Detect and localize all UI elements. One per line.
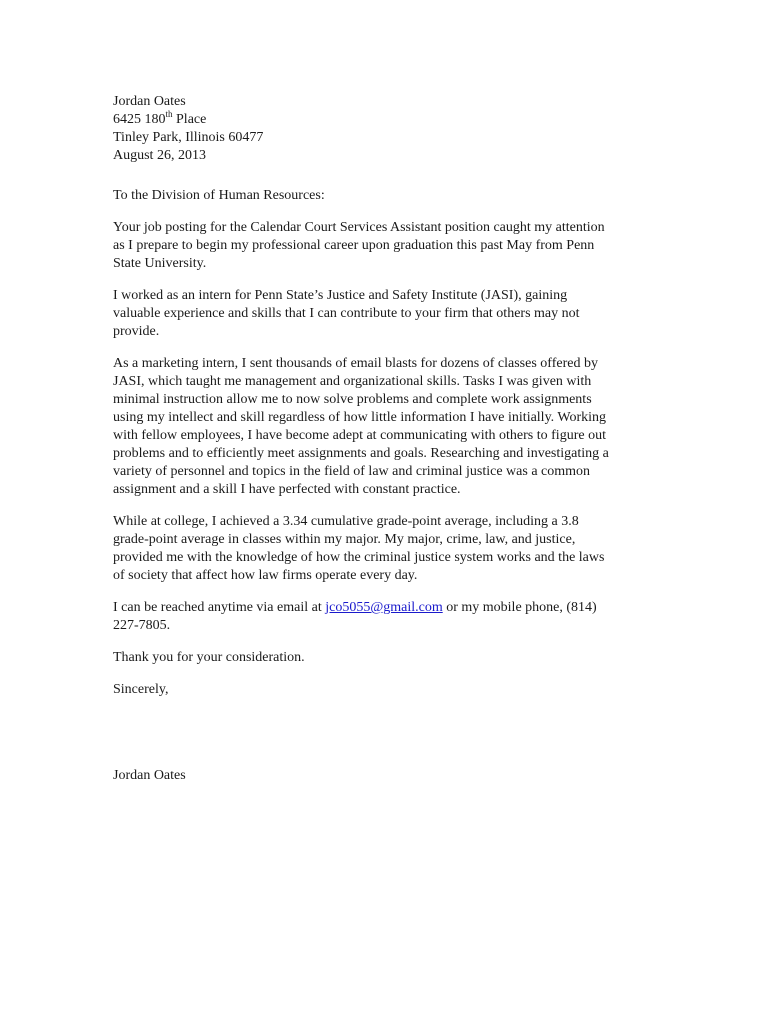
paragraph-line: While at college, I achieved a 3.34 cumulative grade-point average, including a 3.8 (113, 514, 579, 529)
paragraph-line: provide. (113, 324, 160, 339)
paragraph-intro (113, 219, 649, 273)
street-ordinal-suffix: th (165, 109, 173, 119)
signature-name: Jordan Oates (113, 768, 186, 783)
paragraph-marketing-experience (113, 355, 649, 499)
paragraph-line: JASI, which taught me management and organizational skills. Tasks I was given with (113, 374, 592, 389)
paragraph-academics (113, 513, 649, 585)
contact-line (113, 599, 649, 617)
paragraph-line: as I prepare to begin my professional career upon graduation this past May from Penn (113, 238, 595, 253)
paragraph-line: with fellow employees, I have become adept at communicating with others to figure out (113, 428, 606, 443)
paragraph-line: problems and to efficiently meet assignments and goals. Researching and investigating a (113, 446, 609, 461)
signoff: Sincerely, (113, 682, 169, 697)
sender-address-block (113, 93, 649, 165)
paragraph-line: provided me with the knowledge of how the criminal justice system works and the laws (113, 550, 605, 565)
paragraph-line: assignment and a skill I have perfected with constant practice. (113, 482, 461, 497)
paragraph-line: As a marketing intern, I sent thousands of email blasts for dozens of classes offered by (113, 356, 598, 371)
paragraph-line: of society that affect how law firms operate every day. (113, 568, 418, 583)
paragraph-contact (113, 599, 649, 635)
sender-city-line: Tinley Park, Illinois 60477 (113, 130, 264, 145)
contact-text-before-email: I can be reached anytime via email at (113, 600, 326, 615)
sender-name: Jordan Oates (113, 94, 186, 109)
closing-thanks: Thank you for your consideration. (113, 650, 305, 665)
paragraph-line: minimal instruction allow me to now solve problems and complete work assignments (113, 392, 592, 407)
letter-date: August 26, 2013 (113, 148, 206, 163)
contact-phone-continuation: 227-7805. (113, 618, 171, 633)
paragraph-line: Your job posting for the Calendar Court Services Assistant position caught my attention (113, 220, 605, 235)
salutation: To the Division of Human Resources: (113, 188, 325, 203)
street-name: Place (172, 112, 207, 127)
paragraph-line: grade-point average in classes within my major. My major, crime, law, and justice, (113, 532, 576, 547)
letter-body (113, 93, 649, 785)
street-number: 6425 180 (113, 112, 166, 127)
paragraph-internship (113, 287, 649, 341)
paragraph-line: valuable experience and skills that I can contribute to your firm that others may not (113, 306, 580, 321)
paragraph-line: I worked as an intern for Penn State’s Justice and Safety Institute (JASI), gaining (113, 288, 568, 303)
email-link[interactable]: jco5055@gmail.com (325, 600, 443, 615)
paragraph-line: using my intellect and skill regardless of how little information I have initially. Working (113, 410, 607, 425)
contact-text-after-email: or my mobile phone, (814) (442, 600, 597, 615)
paragraph-line: State University. (113, 256, 207, 271)
sender-street (113, 111, 649, 129)
paragraph-line: variety of personnel and topics in the field of law and criminal justice was a common (113, 464, 591, 479)
